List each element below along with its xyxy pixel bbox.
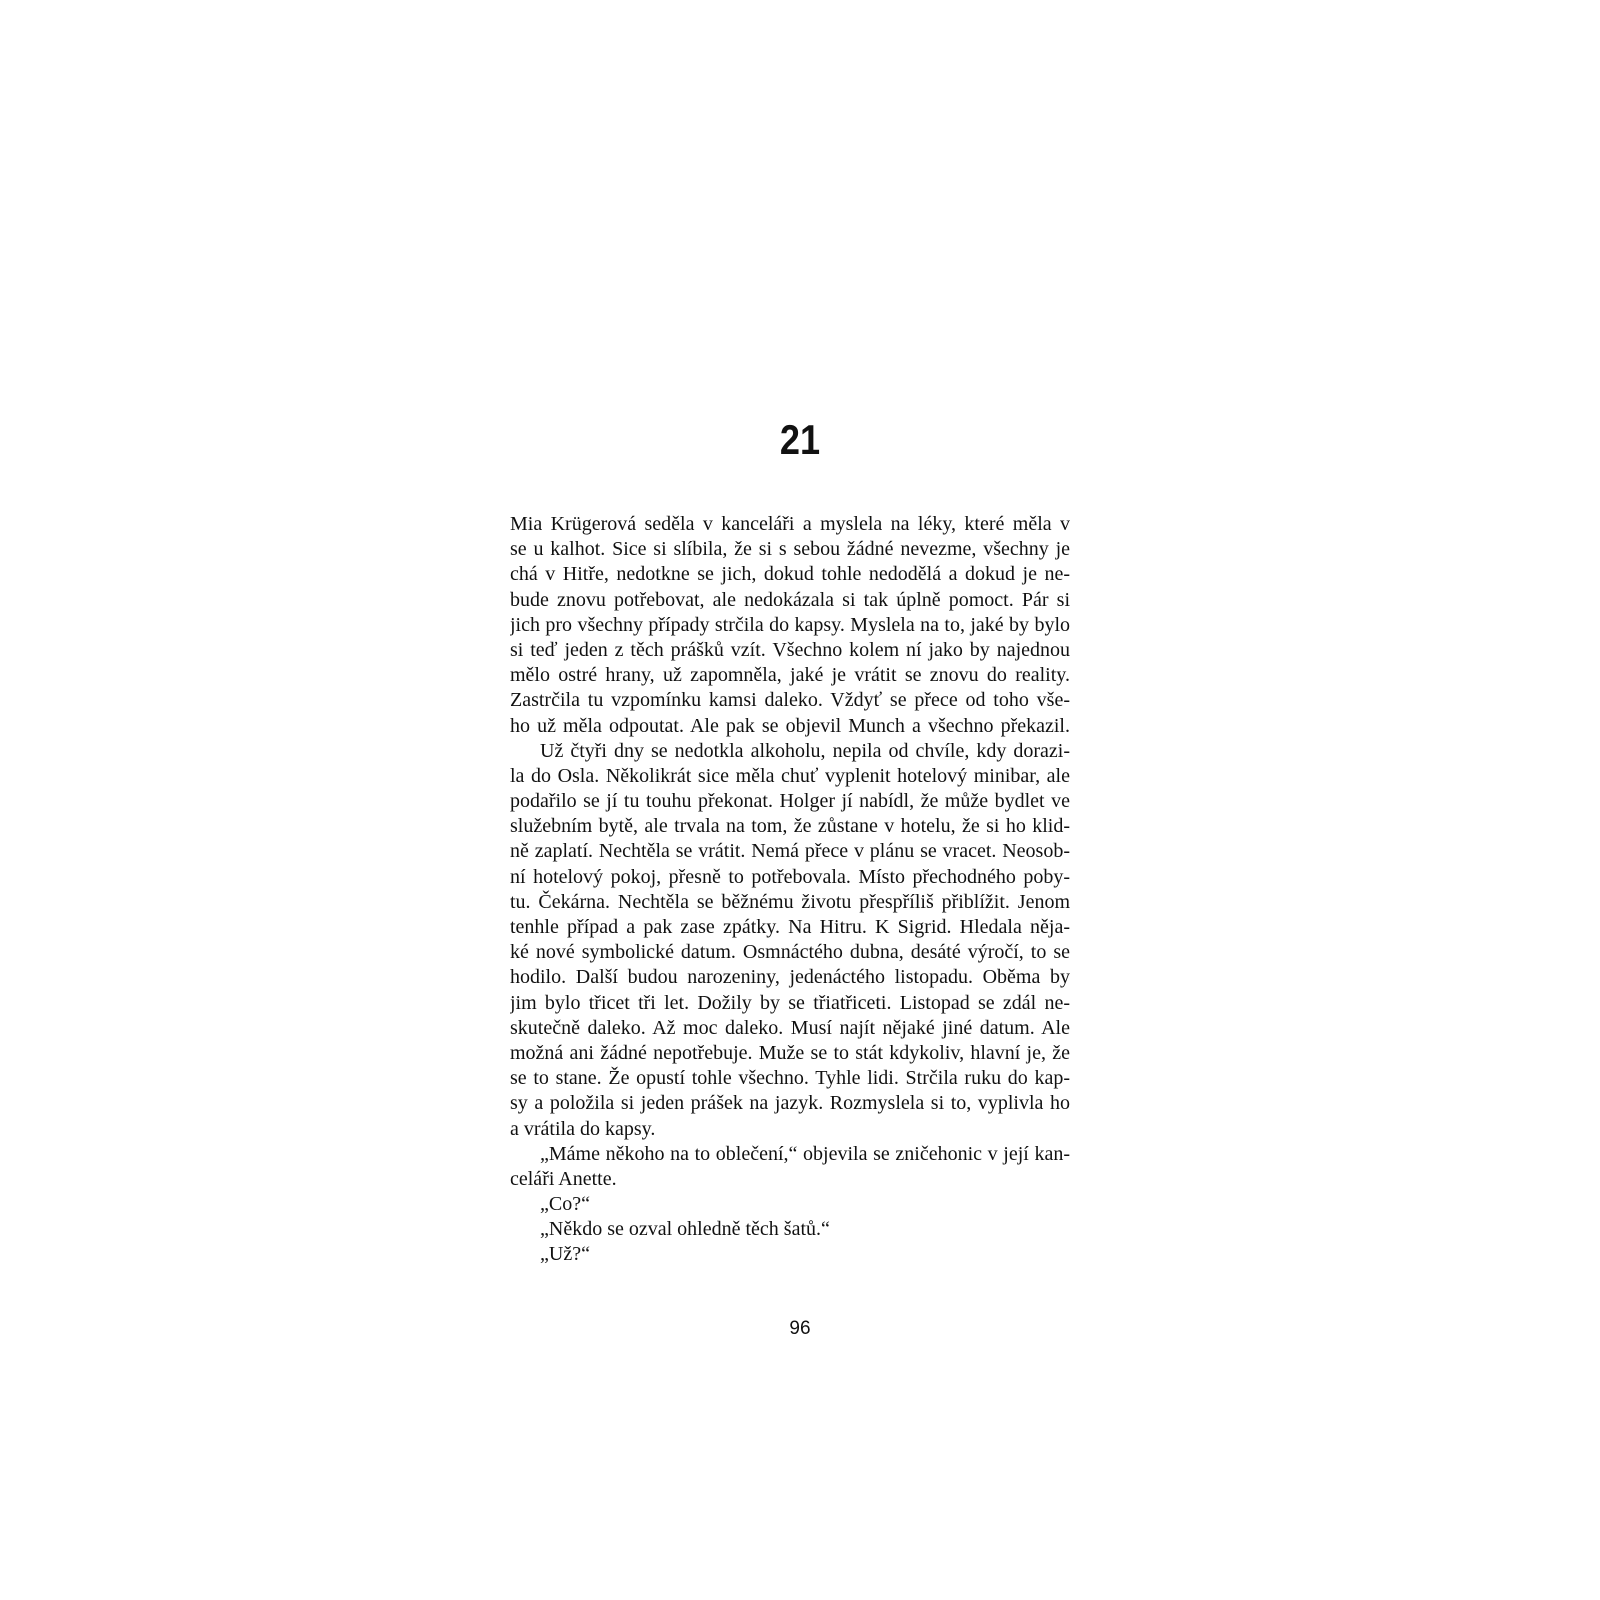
body-text <box>510 512 1070 1268</box>
text-line: celáři Anette. <box>510 1167 617 1190</box>
text-line: hodilo. Další budou narozeniny, jedenáctého listopadu. Oběma by <box>510 966 1070 989</box>
text-line: mělo ostré hrany, už zapomněla, jaké je vrátit se znovu do reality. <box>510 664 1070 687</box>
text-line: a vrátila do kapsy. <box>510 1117 656 1140</box>
text-line: jim bylo třicet tři let. Dožily by se třiatřiceti. Listopad se zdál ne- <box>510 991 1070 1014</box>
text-line: „Někdo se ozval ohledně těch šatů.“ <box>540 1218 830 1241</box>
text-line: ho už měla odpoutat. Ale pak se objevil Munch a všechno překazil. <box>510 714 1070 737</box>
text-line: tu. Čekárna. Nechtěla se běžnému životu přespříliš přiblížit. Jenom <box>510 890 1070 913</box>
text-line: jich pro všechny případy strčila do kapsy. Myslela na to, jaké by bylo <box>510 613 1070 636</box>
text-line: Zastrčila tu vzpomínku kamsi daleko. Vždyť se přece od toho vše- <box>510 689 1070 712</box>
text-line: „Máme někoho na to oblečení,“ objevila se zničehonic v její kan- <box>540 1142 1070 1165</box>
text-line: ně zaplatí. Nechtěla se vrátit. Nemá přece v plánu se vracet. Neosob- <box>510 840 1070 863</box>
text-line: Mia Krügerová seděla v kanceláři a myslela na léky, které měla v <box>510 513 1070 535</box>
text-line: la do Osla. Několikrát sice měla chuť vyplenit hotelový minibar, ale <box>510 764 1070 787</box>
text-line: skutečně daleko. Až moc daleko. Musí najít nějaké jiné datum. Ale <box>510 1016 1070 1039</box>
text-line: ké nové symbolické datum. Osmnáctého dubna, desáté výročí, to se <box>510 941 1070 964</box>
text-line: si teď jeden z těch prášků vzít. Všechno kolem ní jako by najednou <box>510 638 1070 661</box>
chapter-number: 21 <box>779 416 821 463</box>
text-line: tenhle případ a pak zase zpátky. Na Hitru. K Sigrid. Hledala něja- <box>510 916 1070 938</box>
text-line: chá v Hitře, nedotkne se jich, dokud tohle nedodělá a dokud je ne- <box>510 563 1070 586</box>
text-line: se u kalhot. Sice si slíbila, že si s sebou žádné nevezme, všechny je <box>510 538 1070 561</box>
text-line: ní hotelový pokoj, přesně to potřebovala. Místo přechodného poby- <box>510 865 1070 888</box>
text-line: Už čtyři dny se nedotkla alkoholu, nepila od chvíle, kdy dorazi- <box>540 739 1070 762</box>
text-line: možná ani žádné nepotřebuje. Muže se to stát kdykoliv, hlavní je, že <box>510 1041 1070 1064</box>
text-line: „Už?“ <box>540 1243 590 1266</box>
text-line: podařilo se jí tu touhu překonat. Holger jí nabídl, že může bydlet ve <box>510 790 1070 813</box>
page-number: 96 <box>789 1318 811 1339</box>
text-line: sy a položila si jeden prášek na jazyk. Rozmyslela si to, vyplivla ho <box>510 1092 1070 1115</box>
text-line: „Co?“ <box>540 1193 590 1216</box>
text-line: služebním bytě, ale trvala na tom, že zůstane v hotelu, že si ho klid- <box>510 815 1070 838</box>
text-line: bude znovu potřebovat, ale nedokázala si tak úplně pomoct. Pár si <box>510 588 1070 611</box>
text-line: se to stane. Že opustí tohle všechno. Tyhle lidi. Strčila ruku do kap- <box>510 1067 1070 1090</box>
